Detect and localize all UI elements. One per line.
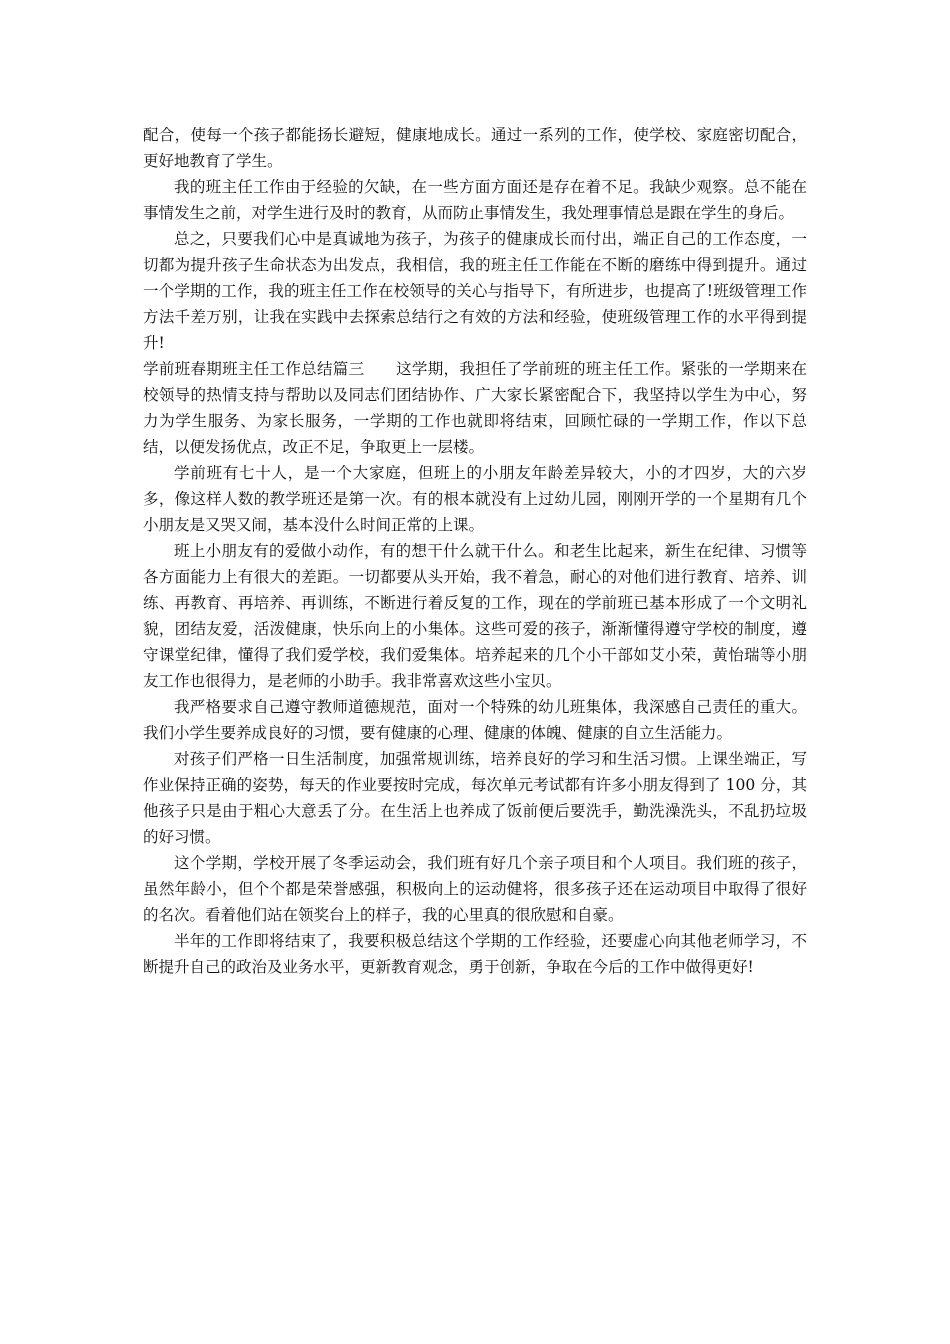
paragraph-9: 这个学期，学校开展了冬季运动会，我们班有好几个亲子项目和个人项目。我们班的孩子，虽然年龄小，但个个都是荣誉感强，积极向上的运动健将，很多孩子还在运动项目中取得了很好的名次。看着他们站在领奖台上的样子，我的心里真的很欣慰和自豪。 [143, 854, 807, 924]
section-heading-paragraph: 学前班春期班主任工作总结篇三 这学期，我担任了学前班的班主任工作。紧张的一学期来在校领导的热情支持与帮助以及同志们团结协作、广大家长紧密配合下，我坚持以学生为中心，努力为学生服务、为家长服务，一学期的工作也就即将结束，回顾忙碌的一学期工作，作以下总结，以便发扬优点，改正不足，争取更上一层楼。 [143, 360, 807, 456]
paragraph-3: 总之，只要我们心中是真诚地为孩子，为孩子的健康成长而付出，端正自己的工作态度，一切都为提升孩子生命状态为出发点，我相信，我的班主任工作能在不断的磨练中得到提升。通过一个学期的工作，我的班主任工作在校领导的关心与指导下，有所进步，也提高了!班级管理工作方法千差万别，让我在实践中去探索总结行之有效的方法和经验，使班级管理工作的水平得到提升! [143, 230, 807, 352]
paragraph-7: 我严格要求自己遵守教师道德规范，面对一个特殊的幼儿班集体，我深感自己责任的重大。我们小学生要养成良好的习惯，要有健康的心理、健康的体魄、健康的自立生活能力。 [143, 698, 807, 742]
paragraph-2: 我的班主任工作由于经验的欠缺，在一些方面方面还是存在着不足。我缺少观察。总不能在事情发生之前，对学生进行及时的教育，从而防止事情发生，我处理事情总是跟在学生的身后。 [143, 178, 807, 222]
document-body [143, 122, 807, 980]
paragraph-10: 半年的工作即将结束了，我要积极总结这个学期的工作经验，还要虚心向其他老师学习，不断提升自己的政治及业务水平，更新教育观念，勇于创新，争取在今后的工作中做得更好! [143, 932, 807, 976]
paragraph-1: 配合，使每一个孩子都能扬长避短，健康地成长。通过一系列的工作，使学校、家庭密切配合，更好地教育了学生。 [143, 126, 807, 170]
paragraph-5: 学前班有七十人，是一个大家庭，但班上的小朋友年龄差异较大，小的才四岁，大的六岁多，像这样人数的教学班还是第一次。有的根本就没有上过幼儿园，刚刚开学的一个星期有几个小朋友是又哭又闹，基本没什么时间正常的上课。 [143, 464, 807, 534]
paragraph-8: 对孩子们严格一日生活制度，加强常规训练，培养良好的学习和生活习惯。上课坐端正，写作业保持正确的姿势，每天的作业要按时完成，每次单元考试都有许多小朋友得到了 100 分，其他孩子只是由于粗心大意丢了分。在生活上也养成了饭前便后要洗手，勤洗澡洗头，不乱扔垃圾的好习惯。 [143, 750, 807, 846]
paragraph-6: 班上小朋友有的爱做小动作，有的想干什么就干什么。和老生比起来，新生在纪律、习惯等各方面能力上有很大的差距。一切都要从头开始，我不着急，耐心的对他们进行教育、培养、训练、再教育、再培养、再训练，不断进行着反复的工作，现在的学前班已基本形成了一个文明礼貌，团结友爱，活泼健康，快乐向上的小集体。这些可爱的孩子，渐渐懂得遵守学校的制度，遵守课堂纪律，懂得了我们爱学校，我们爱集体。培养起来的几个小干部如艾小荣，黄怡瑞等小朋友工作也很得力，是老师的小助手。我非常喜欢这些小宝贝。 [143, 542, 807, 690]
